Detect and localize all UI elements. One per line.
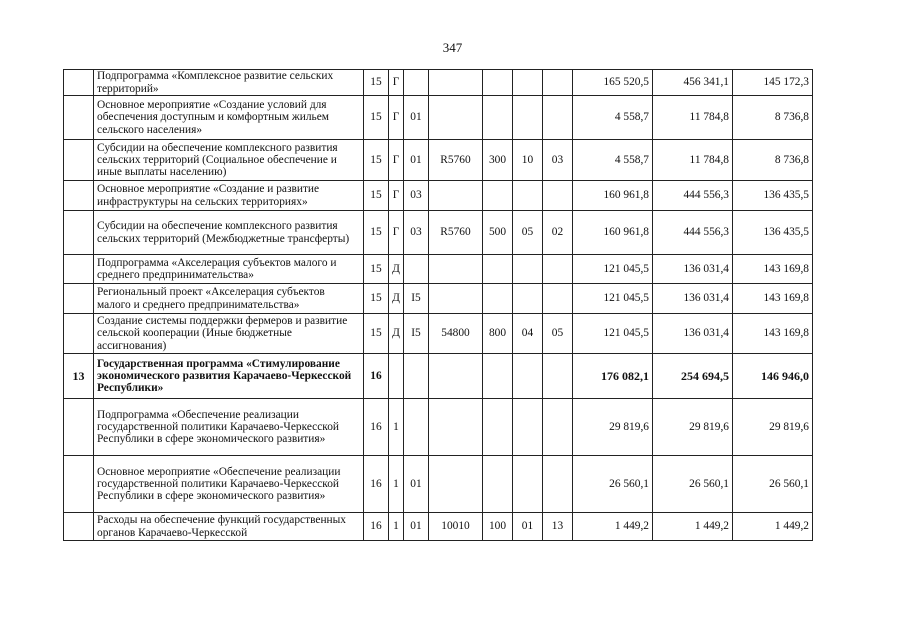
amount-year2-cell: 456 341,1 <box>653 70 733 96</box>
expense-direction-cell <box>429 456 483 513</box>
item-name-cell: Субсидии на обеспечение комплексного развития сельских территорий (Социальное обеспечение и иные выплаты населению) <box>94 140 364 181</box>
table-body <box>64 70 813 541</box>
section-code-cell <box>513 181 543 211</box>
subprogram-code-cell: Г <box>389 181 404 211</box>
table-row <box>64 399 813 456</box>
table-row <box>64 70 813 96</box>
subsection-code-cell <box>543 284 573 314</box>
amount-year3-cell: 26 560,1 <box>733 456 813 513</box>
expense-direction-cell: 54800 <box>429 314 483 354</box>
main-activity-code-cell <box>404 354 429 399</box>
expense-direction-cell: R5760 <box>429 140 483 181</box>
amount-year1-cell: 4 558,7 <box>573 96 653 140</box>
item-name-cell: Региональный проект «Акселерация субъектов малого и среднего предпринимательства» <box>94 284 364 314</box>
amount-year2-cell: 444 556,3 <box>653 211 733 255</box>
row-number-cell <box>64 70 94 96</box>
row-number-cell <box>64 255 94 284</box>
amount-year1-cell: 121 045,5 <box>573 255 653 284</box>
subprogram-code-cell: 1 <box>389 513 404 541</box>
budget-table <box>63 69 813 541</box>
amount-year2-cell: 254 694,5 <box>653 354 733 399</box>
subprogram-code-cell: Д <box>389 284 404 314</box>
section-code-cell <box>513 456 543 513</box>
expense-type-cell <box>483 284 513 314</box>
subprogram-code-cell: Г <box>389 140 404 181</box>
subsection-code-cell: 05 <box>543 314 573 354</box>
row-number-cell <box>64 96 94 140</box>
program-code-cell: 15 <box>364 314 389 354</box>
item-name-cell: Основное мероприятие «Создание и развитие инфраструктуры на сельских территориях» <box>94 181 364 211</box>
subsection-code-cell <box>543 96 573 140</box>
item-name-cell: Расходы на обеспечение функций государственных органов Карачаево-Черкесской <box>94 513 364 541</box>
amount-year2-cell: 136 031,4 <box>653 255 733 284</box>
expense-type-cell <box>483 96 513 140</box>
main-activity-code-cell: 01 <box>404 513 429 541</box>
row-number-cell <box>64 181 94 211</box>
item-name-cell: Подпрограмма «Обеспечение реализации государственной политики Карачаево-Черкесской Республики в сфере экономического развития» <box>94 399 364 456</box>
page-number: 347 <box>442 40 463 55</box>
expense-type-cell: 500 <box>483 211 513 255</box>
amount-year2-cell: 29 819,6 <box>653 399 733 456</box>
expense-direction-cell <box>429 399 483 456</box>
subsection-code-cell: 02 <box>543 211 573 255</box>
amount-year1-cell: 176 082,1 <box>573 354 653 399</box>
expense-type-cell: 100 <box>483 513 513 541</box>
subprogram-code-cell: 1 <box>389 399 404 456</box>
table-row <box>64 456 813 513</box>
section-code-cell: 04 <box>513 314 543 354</box>
expense-direction-cell <box>429 354 483 399</box>
amount-year1-cell: 4 558,7 <box>573 140 653 181</box>
expense-type-cell <box>483 354 513 399</box>
main-activity-code-cell: 01 <box>404 456 429 513</box>
section-code-cell <box>513 96 543 140</box>
item-name-cell: Основное мероприятие «Обеспечение реализации государственной политики Карачаево-Черкесской Республики в сфере экономического развития» <box>94 456 364 513</box>
main-activity-code-cell: 03 <box>404 181 429 211</box>
program-code-cell: 15 <box>364 255 389 284</box>
program-code-cell: 16 <box>364 513 389 541</box>
subprogram-code-cell: Г <box>389 211 404 255</box>
table-row <box>64 211 813 255</box>
amount-year1-cell: 1 449,2 <box>573 513 653 541</box>
subsection-code-cell <box>543 399 573 456</box>
item-name-cell: Основное мероприятие «Создание условий для обеспечения доступным и комфортным жильем сельского населения» <box>94 96 364 140</box>
section-code-cell <box>513 70 543 96</box>
table-row <box>64 181 813 211</box>
table-row <box>64 314 813 354</box>
row-number-cell <box>64 284 94 314</box>
section-code-cell: 05 <box>513 211 543 255</box>
subprogram-code-cell: Г <box>389 70 404 96</box>
amount-year3-cell: 136 435,5 <box>733 181 813 211</box>
program-code-cell: 16 <box>364 399 389 456</box>
main-activity-code-cell: I5 <box>404 284 429 314</box>
amount-year1-cell: 26 560,1 <box>573 456 653 513</box>
program-code-cell: 16 <box>364 456 389 513</box>
program-code-cell: 15 <box>364 211 389 255</box>
amount-year1-cell: 160 961,8 <box>573 211 653 255</box>
subprogram-code-cell <box>389 354 404 399</box>
expense-direction-cell <box>429 255 483 284</box>
main-activity-code-cell: 03 <box>404 211 429 255</box>
main-activity-code-cell <box>404 255 429 284</box>
expense-type-cell: 300 <box>483 140 513 181</box>
section-code-cell: 01 <box>513 513 543 541</box>
item-name-cell: Субсидии на обеспечение комплексного развития сельских территорий (Межбюджетные трансферты) <box>94 211 364 255</box>
row-number-cell <box>64 456 94 513</box>
amount-year3-cell: 1 449,2 <box>733 513 813 541</box>
amount-year2-cell: 11 784,8 <box>653 96 733 140</box>
amount-year3-cell: 8 736,8 <box>733 96 813 140</box>
amount-year1-cell: 165 520,5 <box>573 70 653 96</box>
subsection-code-cell <box>543 354 573 399</box>
main-activity-code-cell <box>404 399 429 456</box>
program-code-cell: 15 <box>364 140 389 181</box>
subprogram-code-cell: Д <box>389 255 404 284</box>
main-activity-code-cell <box>404 70 429 96</box>
amount-year3-cell: 143 169,8 <box>733 255 813 284</box>
row-number-cell <box>64 140 94 181</box>
subsection-code-cell: 13 <box>543 513 573 541</box>
expense-direction-cell: 10010 <box>429 513 483 541</box>
row-number-cell <box>64 211 94 255</box>
amount-year3-cell: 29 819,6 <box>733 399 813 456</box>
expense-type-cell <box>483 181 513 211</box>
amount-year2-cell: 11 784,8 <box>653 140 733 181</box>
program-code-cell: 15 <box>364 181 389 211</box>
expense-direction-cell <box>429 70 483 96</box>
row-number-cell: 13 <box>64 354 94 399</box>
amount-year3-cell: 143 169,8 <box>733 284 813 314</box>
amount-year3-cell: 136 435,5 <box>733 211 813 255</box>
amount-year3-cell: 145 172,3 <box>733 70 813 96</box>
subsection-code-cell: 03 <box>543 140 573 181</box>
expense-direction-cell: R5760 <box>429 211 483 255</box>
expense-type-cell: 800 <box>483 314 513 354</box>
section-code-cell <box>513 354 543 399</box>
program-code-cell: 15 <box>364 96 389 140</box>
subsection-code-cell <box>543 255 573 284</box>
amount-year2-cell: 26 560,1 <box>653 456 733 513</box>
table-row <box>64 513 813 541</box>
subsection-code-cell <box>543 181 573 211</box>
item-name-cell: Создание системы поддержки фермеров и развитие сельской кооперации (Иные бюджетные ассигнования) <box>94 314 364 354</box>
subprogram-code-cell: 1 <box>389 456 404 513</box>
amount-year1-cell: 121 045,5 <box>573 314 653 354</box>
amount-year2-cell: 1 449,2 <box>653 513 733 541</box>
main-activity-code-cell: 01 <box>404 96 429 140</box>
expense-type-cell <box>483 255 513 284</box>
table-row <box>64 284 813 314</box>
main-activity-code-cell: I5 <box>404 314 429 354</box>
amount-year3-cell: 143 169,8 <box>733 314 813 354</box>
program-code-cell: 15 <box>364 70 389 96</box>
table-row <box>64 96 813 140</box>
amount-year2-cell: 136 031,4 <box>653 314 733 354</box>
table-row <box>64 354 813 399</box>
item-name-cell: Подпрограмма «Акселерация субъектов малого и среднего предпринимательства» <box>94 255 364 284</box>
section-code-cell <box>513 399 543 456</box>
amount-year1-cell: 121 045,5 <box>573 284 653 314</box>
main-activity-code-cell: 01 <box>404 140 429 181</box>
expense-type-cell <box>483 399 513 456</box>
amount-year1-cell: 160 961,8 <box>573 181 653 211</box>
amount-year2-cell: 444 556,3 <box>653 181 733 211</box>
expense-type-cell <box>483 456 513 513</box>
row-number-cell <box>64 314 94 354</box>
item-name-cell: Государственная программа «Стимулирование экономического развития Карачаево-Черкесской Республики» <box>94 354 364 399</box>
expense-type-cell <box>483 70 513 96</box>
expense-direction-cell <box>429 96 483 140</box>
section-code-cell <box>513 284 543 314</box>
expense-direction-cell <box>429 181 483 211</box>
section-code-cell <box>513 255 543 284</box>
subprogram-code-cell: Г <box>389 96 404 140</box>
amount-year3-cell: 146 946,0 <box>733 354 813 399</box>
amount-year3-cell: 8 736,8 <box>733 140 813 181</box>
expense-direction-cell <box>429 284 483 314</box>
row-number-cell <box>64 513 94 541</box>
subprogram-code-cell: Д <box>389 314 404 354</box>
table-row <box>64 255 813 284</box>
section-code-cell: 10 <box>513 140 543 181</box>
subsection-code-cell <box>543 456 573 513</box>
item-name-cell: Подпрограмма «Комплексное развитие сельских территорий» <box>94 70 364 96</box>
amount-year1-cell: 29 819,6 <box>573 399 653 456</box>
program-code-cell: 15 <box>364 284 389 314</box>
amount-year2-cell: 136 031,4 <box>653 284 733 314</box>
table-row <box>64 140 813 181</box>
row-number-cell <box>64 399 94 456</box>
subsection-code-cell <box>543 70 573 96</box>
program-code-cell: 16 <box>364 354 389 399</box>
